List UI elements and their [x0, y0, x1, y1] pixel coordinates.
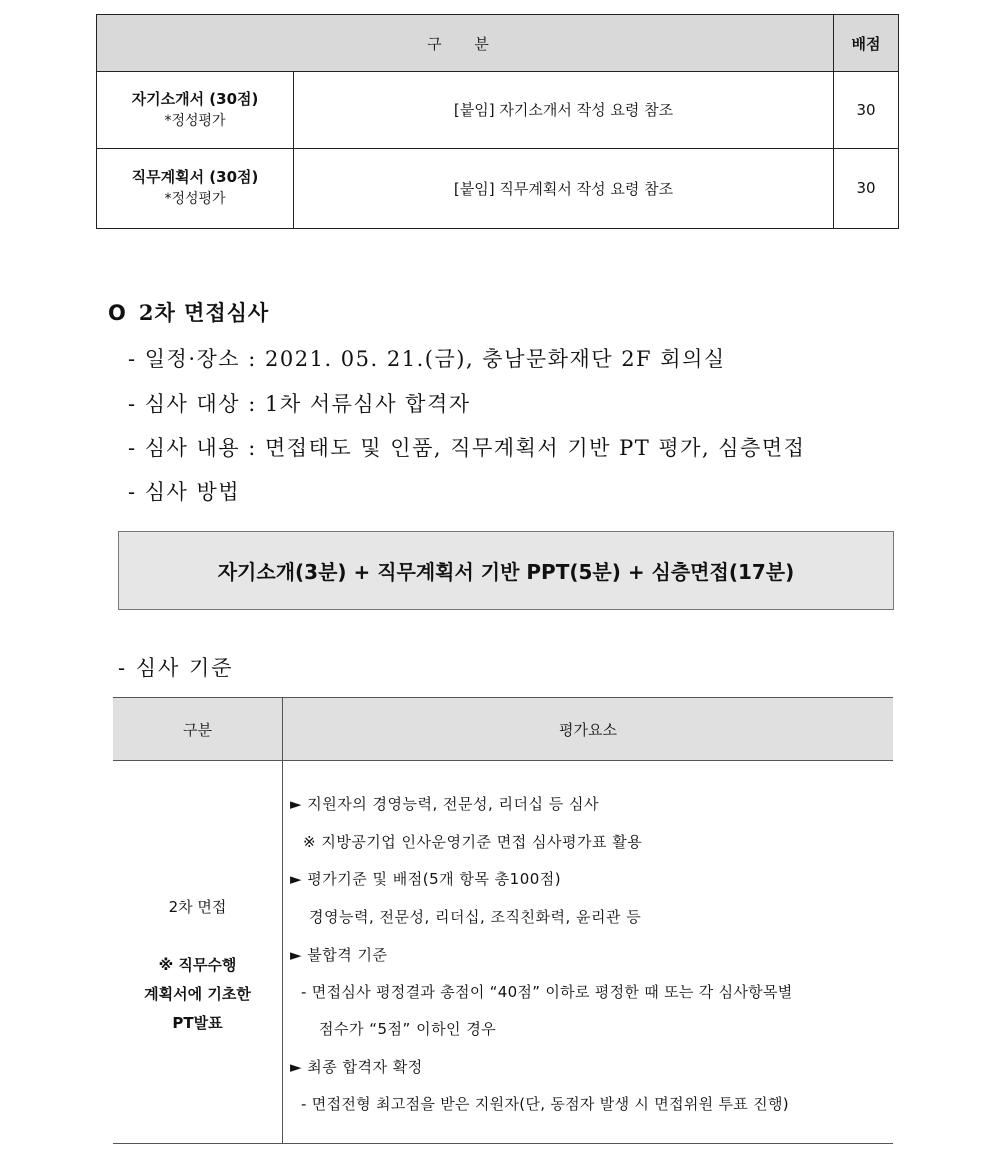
list-item: 경영능력, 전문성, 리더십, 조직친화력, 윤리관 등	[309, 908, 642, 926]
schedule-item: - 일정·장소 : 2021. 05. 21.(금), 충남문화재단 2F 회의실	[128, 347, 726, 371]
method-box: 자기소개(3분) + 직무계획서 기반 PPT(5분) + 심층면접(17분)	[118, 531, 894, 610]
row-score: 30	[856, 179, 876, 197]
row-score: 30	[856, 100, 876, 119]
row-content: [붙임] 자기소개서 작성 요령 참조	[294, 71, 834, 148]
row-title: 직무계획서 (30점)	[131, 168, 259, 186]
criteria-table-header	[113, 698, 893, 761]
row-title-cell	[97, 148, 294, 228]
list-item: ※ 지방공기업 인사운영기준 면접 심사평가표 활용	[303, 833, 643, 851]
table-row	[97, 71, 898, 149]
list-item: ► 지원자의 경영능력, 전문성, 리더십 등 심사	[290, 795, 600, 813]
stage-note-1: ※ 직무수행	[158, 956, 237, 974]
score-table-header	[97, 15, 898, 72]
list-item: - 면접심사 평정결과 총점이 “40점” 이하로 평정한 때 또는 각 심사항목별	[301, 983, 793, 1001]
stage-note-3: PT발표	[172, 1014, 223, 1032]
list-item: ► 평가기준 및 배점(5개 항목 총100점)	[290, 870, 562, 888]
content-item: - 심사 내용 : 면접태도 및 인품, 직무계획서 기반 PT 평가, 심층면접	[128, 436, 806, 460]
header-category: 구분	[113, 698, 283, 760]
row-note: *정성평가	[164, 191, 226, 207]
table-row	[97, 148, 898, 228]
row-title-cell	[97, 71, 294, 148]
header-category: 구 분	[97, 15, 834, 71]
list-item: ► 불합격 기준	[290, 946, 388, 964]
row-note: *정성평가	[164, 112, 226, 129]
header-score: 배점	[851, 34, 881, 53]
list-item: ► 최종 합격자 확정	[290, 1058, 423, 1076]
elements-cell	[283, 760, 893, 1143]
criteria-title: - 심사 기준	[118, 656, 234, 680]
section-title	[108, 297, 269, 327]
section-marker: O	[108, 301, 127, 325]
criteria-table-body	[113, 760, 893, 1143]
row-content: [붙임] 직무계획서 작성 요령 참조	[294, 148, 834, 228]
list-item: 점수가 “5점” 이하인 경우	[319, 1020, 497, 1038]
score-table	[96, 14, 899, 229]
row-title: 자기소개서 (30점)	[131, 89, 259, 108]
target-item: - 심사 대상 : 1차 서류심사 합격자	[128, 392, 471, 416]
stage-cell	[113, 760, 283, 1143]
header-elements: 평가요소	[559, 720, 617, 739]
method-item: - 심사 방법	[128, 480, 241, 504]
section-title-text: 2차 면접심사	[138, 300, 270, 325]
stage-note-2: 계획서에 기초한	[144, 985, 251, 1003]
list-item: - 면접전형 최고점을 받은 지원자(단, 동점자 발생 시 면접위원 투표 진행)	[301, 1095, 789, 1113]
criteria-table	[113, 697, 893, 1144]
stage-label: 2차 면접	[168, 898, 227, 916]
